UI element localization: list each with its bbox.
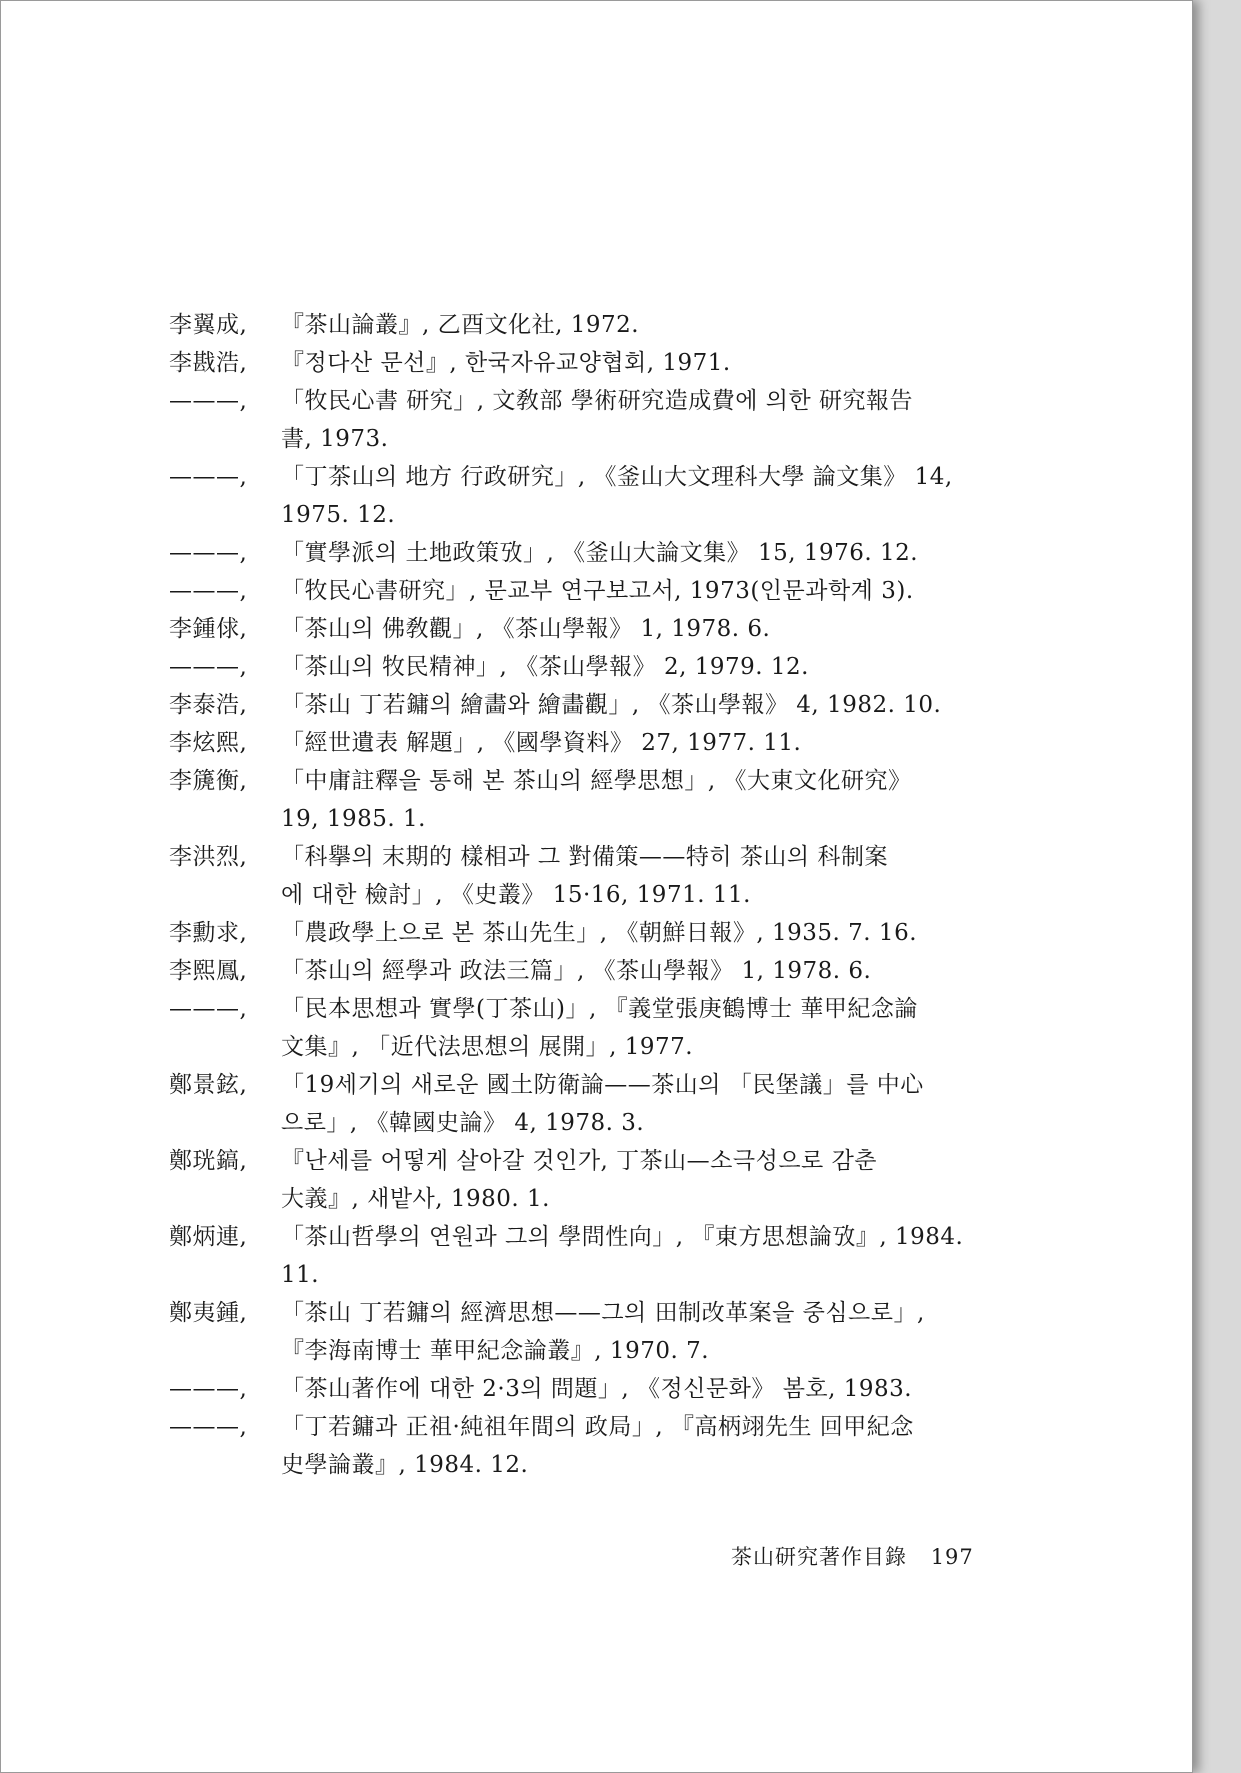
bibliography-entry <box>169 572 1009 610</box>
running-title: 茶山研究著作目錄 <box>731 1545 907 1569</box>
entry-citation: 「茶山著作에 대한 2·3의 問題」, 《정신문화》 봄호, 1983. <box>281 1376 913 1402</box>
bibliography-entry <box>169 1142 1009 1218</box>
bibliography-list <box>169 306 1009 1484</box>
entry-author: ———, <box>169 578 248 604</box>
entry-citation: 「牧民心書研究」, 문교부 연구보고서, 1973(인문과학계 3). <box>281 578 914 604</box>
bibliography-entry <box>169 382 1009 458</box>
entry-author: 李泰浩, <box>169 692 248 718</box>
bibliography-entry <box>169 1370 1009 1408</box>
entry-author: 李翼成, <box>169 312 248 338</box>
entry-citation: 「茶山哲學의 연원과 그의 學問性向」, 『東方思想論攷』, 1984. 11. <box>281 1224 964 1288</box>
entry-author: 李戡浩, <box>169 350 248 376</box>
entry-citation: 「實學派의 土地政策攷」, 《釜山大論文集》 15, 1976. 12. <box>281 540 919 566</box>
entry-citation: 「中庸註釋을 통해 본 茶山의 經學思想」, 《大東文化研究》 19, 1985. 1. <box>281 768 912 832</box>
bibliography-entry <box>169 952 1009 990</box>
entry-citation: 「丁茶山의 地方 行政研究」, 《釜山大文理科大學 論文集》 14, 1975. 12. <box>281 464 953 528</box>
entry-citation: 「科擧의 末期的 樣相과 그 對備策——特히 茶山의 科制案 에 대한 檢討」, 《史叢》 15·16, 1971. 11. <box>281 844 888 908</box>
entry-author: 鄭珖鎬, <box>169 1148 248 1174</box>
entry-citation: 「茶山 丁若鏞의 經濟思想——그의 田制改革案을 중심으로」, 『李海南博士 華甲紀念論叢』, 1970. 7. <box>281 1300 925 1364</box>
entry-citation: 「茶山 丁若鏞의 繪畵와 繪畵觀」, 《茶山學報》 4, 1982. 10. <box>281 692 942 718</box>
bibliography-entry <box>169 686 1009 724</box>
entry-citation: 「經世遺表 解題」, 《國學資料》 27, 1977. 11. <box>281 730 802 756</box>
bibliography-entry <box>169 344 1009 382</box>
page-footer <box>731 1541 974 1571</box>
bibliography-entry <box>169 838 1009 914</box>
entry-author: 李篪衡, <box>169 768 248 794</box>
entry-author: ———, <box>169 464 248 490</box>
bibliography-entry <box>169 990 1009 1066</box>
bibliography-entry <box>169 1218 1009 1294</box>
bibliography-entry <box>169 610 1009 648</box>
entry-citation: 『茶山論叢』, 乙酉文化社, 1972. <box>281 312 640 338</box>
entry-citation: 『난세를 어떻게 살아갈 것인가, 丁茶山—소극성으로 감춘 大義』, 새밭사, 1980. 1. <box>281 1148 878 1212</box>
entry-citation: 「19세기의 새로운 國土防衛論——茶山의 「民堡議」를 中心 으로」, 《韓國史論》 4, 1978. 3. <box>281 1072 924 1136</box>
entry-citation: 「茶山의 經學과 政法三篇」, 《茶山學報》 1, 1978. 6. <box>281 958 872 984</box>
entry-citation: 「茶山의 牧民精神」, 《茶山學報》 2, 1979. 12. <box>281 654 809 680</box>
bibliography-entry <box>169 914 1009 952</box>
bibliography-entry <box>169 534 1009 572</box>
bibliography-entry <box>169 648 1009 686</box>
bibliography-entry <box>169 1408 1009 1484</box>
bibliography-entry <box>169 306 1009 344</box>
entry-citation: 「茶山의 佛敎觀」, 《茶山學報》 1, 1978. 6. <box>281 616 771 642</box>
bibliography-entry <box>169 458 1009 534</box>
bibliography-entry <box>169 724 1009 762</box>
entry-author: ———, <box>169 1414 248 1440</box>
entry-author: 鄭夷鍾, <box>169 1300 248 1326</box>
entry-citation: 『정다산 문선』, 한국자유교양협회, 1971. <box>281 350 731 376</box>
entry-citation: 「農政學上으로 본 茶山先生」, 《朝鮮日報》, 1935. 7. 16. <box>281 920 918 946</box>
entry-author: ———, <box>169 1376 248 1402</box>
entry-author: ———, <box>169 388 248 414</box>
entry-author: 李洪烈, <box>169 844 248 870</box>
bibliography-entry <box>169 762 1009 838</box>
entry-author: 鄭炳連, <box>169 1224 248 1250</box>
entry-author: ———, <box>169 996 248 1022</box>
entry-citation: 「民本思想과 實學(丁茶山)」, 『義堂張庚鶴博士 華甲紀念論 文集』, 「近代法思想의 展開」, 1977. <box>281 996 918 1060</box>
entry-author: 李熙鳳, <box>169 958 248 984</box>
bibliography-entry <box>169 1294 1009 1370</box>
entry-author: 李勳求, <box>169 920 248 946</box>
entry-author: ———, <box>169 654 248 680</box>
entry-author: 李炫熙, <box>169 730 248 756</box>
page-number: 197 <box>930 1545 974 1569</box>
entry-author: ———, <box>169 540 248 566</box>
entry-author: 鄭景鉉, <box>169 1072 248 1098</box>
entry-citation: 「牧民心書 研究」, 文敎部 學術研究造成費에 의한 研究報告 書, 1973. <box>281 388 914 452</box>
entry-author: 李鍾俅, <box>169 616 248 642</box>
bibliography-entry <box>169 1066 1009 1142</box>
entry-citation: 「丁若鏞과 正祖·純祖年間의 政局」, 『高柄翊先生 回甲紀念 史學論叢』, 1984. 12. <box>281 1414 914 1478</box>
